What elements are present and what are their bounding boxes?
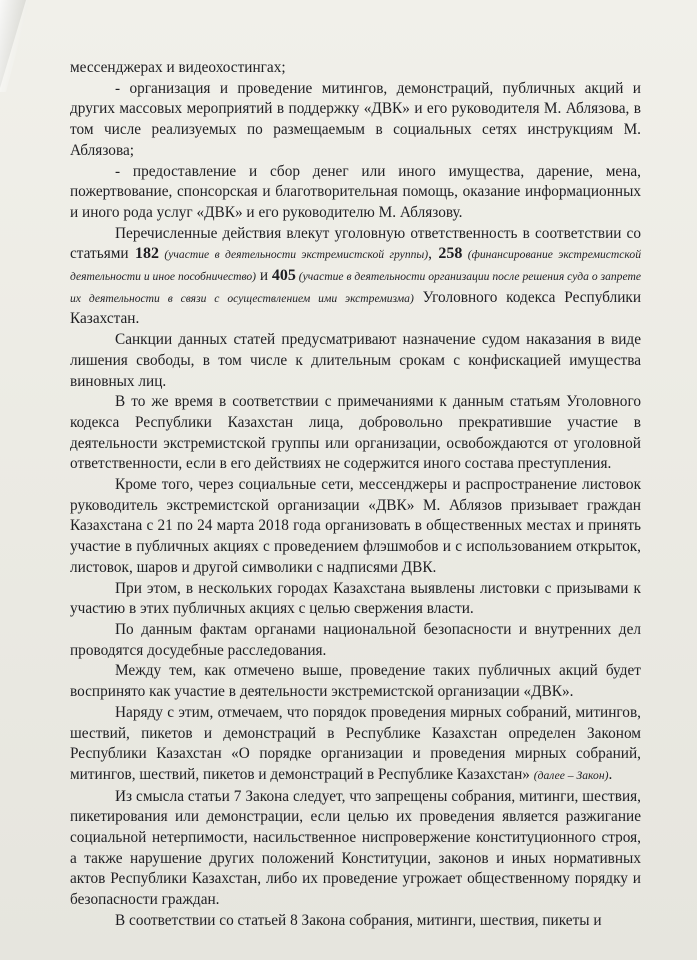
text-run: В то же время в соответствии с примечаниями к данным статьям Уголовного кодекса Республики Казахстан лица, добровольно прекратившие участие в деятельности экстремистской группы или организации, освобождаются от уголовной ответственности, если в его действиях не содержится иного состава преступления.: [70, 393, 641, 473]
paragraph-4: [70, 330, 641, 392]
text-run: и: [256, 267, 272, 285]
paragraph-1: [70, 79, 641, 162]
parenthetical-note: (участие в деятельности организации после решения суда о запрете их деятельности в связи с осуществлением ими экстремизма): [70, 270, 641, 305]
text-run: Между тем, как отмечено выше, проведение таких публичных акций будет воспринято как участие в деятельности экстремистской организации «ДВК».: [70, 662, 641, 701]
article-number: 258: [438, 245, 463, 263]
text-run: Кроме того, через социальные сети, мессенджеры и распространение листовок руководитель экстремистской организации «ДВК» М. Аблязов призывает граждан Казахстана с 21 по 24 марта 2018 года организовать в общественных местах и принять участие в публичных акциях с проведением флэшмобов и с использованием открыток, листовок, шаров и другой символики с надписями ДВК.: [70, 476, 641, 576]
text-run: Наряду с этим, отмечаем, что порядок проведения мирных собраний, митингов, шествий, пикетов и демонстраций в Республике Казахстан определен Законом Республики Казахстан «О порядке организации и проведения мирных собраний, митингов, шествий, пикетов и демонстраций в Республике Казахстан»: [70, 703, 641, 783]
text-run: По данным фактам органами национальной безопасности и внутренних дел проводятся досудебные расследования.: [70, 620, 641, 659]
text-run: Уголовного кодекса Республики Казахстан.: [70, 288, 642, 328]
paragraph-7: [70, 579, 641, 620]
document-body: [70, 58, 641, 932]
paragraph-11: [70, 787, 641, 911]
paragraph-5: [70, 392, 641, 475]
text-run: Из смысла статьи 7 Закона следует, что запрещены собрания, митинги, шествия, пикетирования или демонстрации, если целью их проведения является разжигание социальной нетерпимости, насильственное ниспровержение конституционного строя, а также нарушение других положений Конституции, законов и иных нормативных актов Республики Казахстан, либо их проведение угрожает общественному порядку и безопасности граждан.: [70, 787, 641, 909]
text-run: В соответствии со статьей 8 Закона собрания, митинги, шествия, пикеты и: [115, 911, 602, 929]
paragraph-6: [70, 475, 641, 579]
paragraph-8: [70, 620, 641, 661]
text-run: - предоставление и сбор денег или иного имущества, дарение, мена, пожертвование, спонсорская и благотворительная помощь, оказание информационных и иного рода услуг «ДВК» и его руководителю М. Аблязову.: [70, 162, 641, 221]
text-run: Санкции данных статей предусматривают назначение судом наказания в виде лишения свободы, в том числе к длительным срокам с конфискацией имущества виновных лиц.: [70, 331, 641, 390]
parenthetical-note: (участие в деятельности экстремистской группы): [158, 248, 429, 262]
parenthetical-note: (далее – Закон): [533, 768, 609, 782]
paragraph-3: [70, 224, 641, 331]
paragraph-0: [70, 58, 641, 79]
paragraph-12: [70, 911, 641, 932]
text-run: мессенджерах и видеохостингах;: [70, 59, 286, 76]
article-number: 182: [134, 245, 159, 263]
text-run: При этом, в нескольких городах Казахстана выявлены листовки с призывами к участию в этих публичных акциях с целью свержения власти.: [70, 579, 641, 618]
text-run: ,: [428, 245, 439, 263]
text-run: Перечисленные действия влекут уголовную ответственность в соответствии со статьями: [70, 224, 641, 263]
paragraph-10: [70, 703, 641, 787]
paragraph-2: [70, 162, 641, 224]
text-run: .: [608, 765, 613, 783]
paragraph-9: [70, 661, 641, 702]
text-run: - организация и проведение митингов, демонстраций, публичных акций и других массовых мероприятий в поддержку «ДВК» и его руководителя М. Аблязова, в том числе реализуемых по размещаемым в социальных сетях инструкциям М. Аблязова;: [70, 79, 641, 159]
parenthetical-note: (финансирование экстремистской деятельности и иное пособничество): [70, 248, 642, 284]
article-number: 405: [271, 267, 296, 285]
